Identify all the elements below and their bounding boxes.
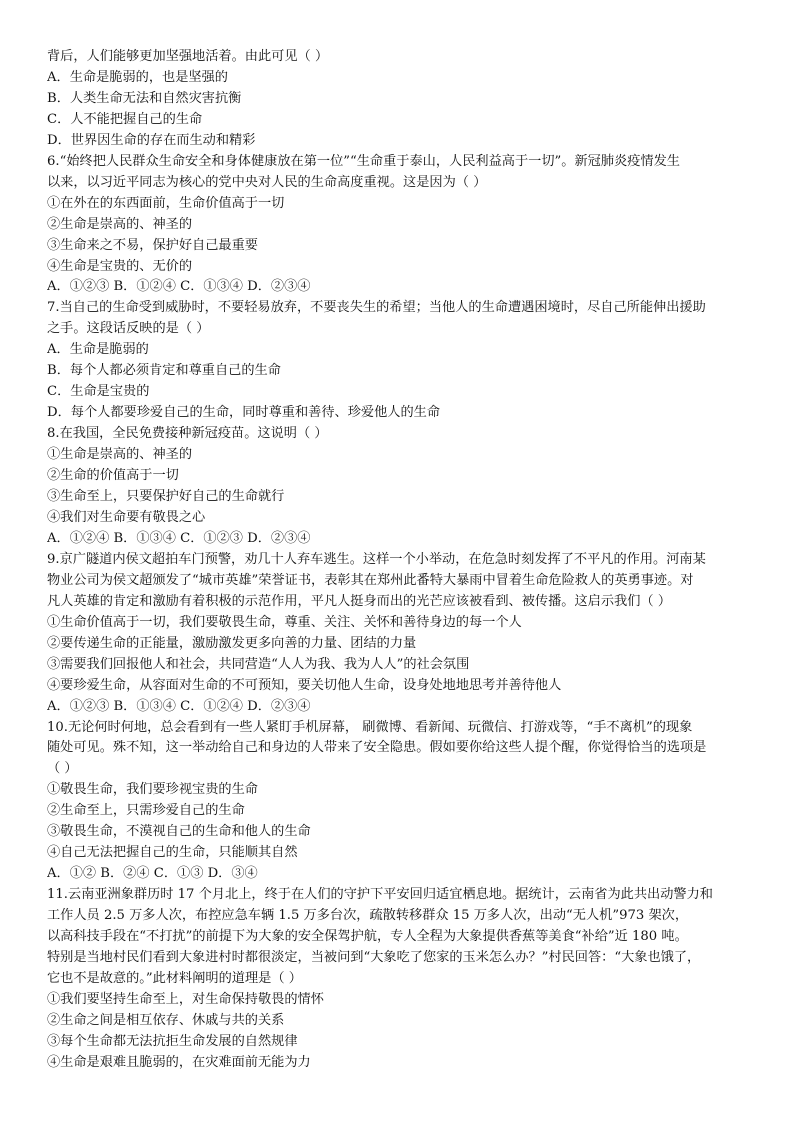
statement-3: ③生命来之不易，保护好自己最重要 [47,237,258,253]
statement-2: ②生命至上，只需珍爱自己的生命 [47,803,245,819]
question-9-stem: 凡人英雄的肯定和激励有着积极的示范作用，平凡人挺身而出的光芒应该被看到、被传播。这启示我们（ ） [47,593,672,609]
statement-3: ③生命至上，只要保护好自己的生命就行 [47,489,285,505]
option-a: A．生命是脆弱的 [47,342,149,358]
question-11-stem: 11.云南亚洲象群历时 17 个月北上，终于在人们的守护下平安回归适宜栖息地。据统计，云南省为此共出动警力和 [47,887,713,903]
question-10-options: A．①② B．②④ C．①③ D．③④ [47,866,258,882]
statement-4: ④生命是宝贵的、无价的 [47,258,193,274]
statement-4: ④生命是艰难且脆弱的，在灾难面前无能为力 [47,1054,311,1070]
question-10-stem: 10.无论何时何地，总会看到有一些人紧盯手机屏幕， 刷微博、看新闻、玩微信、打游戏等，“手不离机”的现象 [47,719,693,735]
statement-2: ②生命是崇高的、神圣的 [47,216,193,232]
option-a: A．生命是脆弱的，也是坚强的 [47,69,228,85]
question-10-stem: 随处可见。殊不知，这一举动给自己和身边的人带来了安全隐患。假如要你给这些人提个醒，你觉得恰当的选项是 [47,740,707,756]
option-d: D．每个人都要珍爱自己的生命，同时尊重和善待、珍爱他人的生命 [47,405,441,421]
option-c: C．人不能把握自己的生命 [47,111,203,127]
question-9-stem: 物业公司为侯文超颁发了“城市英雄”荣誉证书，表彰其在郑州此番特大暴雨中冒着生命危险救人的英勇事迹。对 [47,572,694,588]
statement-1: ①生命是崇高的、神圣的 [47,447,193,463]
question-6-stem: 6.“始终把人民群众生命安全和身体健康放在第一位”“生命重于泰山，人民利益高于一切”。新冠肺炎疫情发生 [47,153,680,169]
option-b: B．每个人都必须肯定和尊重自己的生命 [47,363,281,379]
statement-1: ①在外在的东西面前，生命价值高于一切 [47,195,285,211]
document-page [47,47,757,1074]
statement-4: ④要珍爱生命，从容面对生命的不可预知，要关切他人生命，设身处地地思考并善待他人 [47,677,562,693]
statement-4: ④自己无法把握自己的生命，只能顺其自然 [47,845,298,861]
question-11-stem: 以高科技手段在“不打扰”的前提下为大象的安全保驾护航，专人全程为大象提供香蕉等美食“补给”近 180 吨。 [47,929,688,945]
statement-1: ①敬畏生命，我们要珍视宝贵的生命 [47,782,258,798]
statement-1: ①生命价值高于一切，我们要敬畏生命，尊重、关注、关怀和善待身边的每一个人 [47,614,522,630]
statement-3: ③敬畏生命，不漠视自己的生命和他人的生命 [47,824,311,840]
option-d: D．世界因生命的存在而生动和精彩 [47,132,256,148]
question-8-options: A．①②④ B．①③④ C．①②③ D．②③④ [47,530,311,546]
question-10-stem: （ ） [47,761,78,777]
question-11-stem: 工作人员 2.5 万多人次，布控应急车辆 1.5 万多台次，疏散转移群众 15 万多人次，出动“无人机”973 架次， [47,908,689,924]
statement-2: ②生命之间是相互依存、休戚与共的关系 [47,1012,285,1028]
statement-2: ②要传递生命的正能量，激励激发更多向善的力量、团结的力量 [47,635,417,651]
question-11-stem: 特别是当地村民们看到大象进村时都很淡定，当被问到“大象吃了您家的玉米怎么办？”村民回答：“大象也饿了， [47,949,701,965]
question-7-stem: 7.当自己的生命受到威胁时，不要轻易放弃，不要丧失生的希望；当他人的生命遭遇困境时，尽自己所能伸出援助 [47,300,706,316]
statement-3: ③需要我们回报他人和社会，共同营造“人人为我、我为人人”的社会氛围 [47,656,470,672]
question-11-stem: 它也不是故意的。”此材料阐明的道理是（ ） [47,970,302,986]
option-c: C．生命是宝贵的 [47,384,150,400]
option-b: B．人类生命无法和自然灾害抗衡 [47,90,242,106]
statement-3: ③每个生命都无法抗拒生命发展的自然规律 [47,1033,298,1049]
statement-4: ④我们对生命要有敬畏之心 [47,509,206,525]
question-7-stem: 之手。这段话反映的是（ ） [47,321,210,337]
question-8-stem: 8.在我国，全民免费接种新冠疫苗。这说明（ ） [47,426,328,442]
question-9-options: A．①②③ B．①③④ C．①②④ D．②③④ [47,698,311,714]
text-line: 背后，人们能够更加坚强地活着。由此可见（ ） [47,49,329,64]
statement-2: ②生命的价值高于一切 [47,468,179,484]
question-9-stem: 9.京广隧道内侯文超拍车门预警，劝几十人弃车逃生。这样一个小举动，在危急时刻发挥了不平凡的作用。河南某 [47,551,706,567]
question-6-options: A．①②③ B．①②④ C．①③④ D．②③④ [47,279,311,295]
statement-1: ①我们要坚持生命至上，对生命保持敬畏的情怀 [47,991,324,1007]
question-6-stem: 以来，以习近平同志为核心的党中央对人民的生命高度重视。这是因为（ ） [47,174,487,190]
